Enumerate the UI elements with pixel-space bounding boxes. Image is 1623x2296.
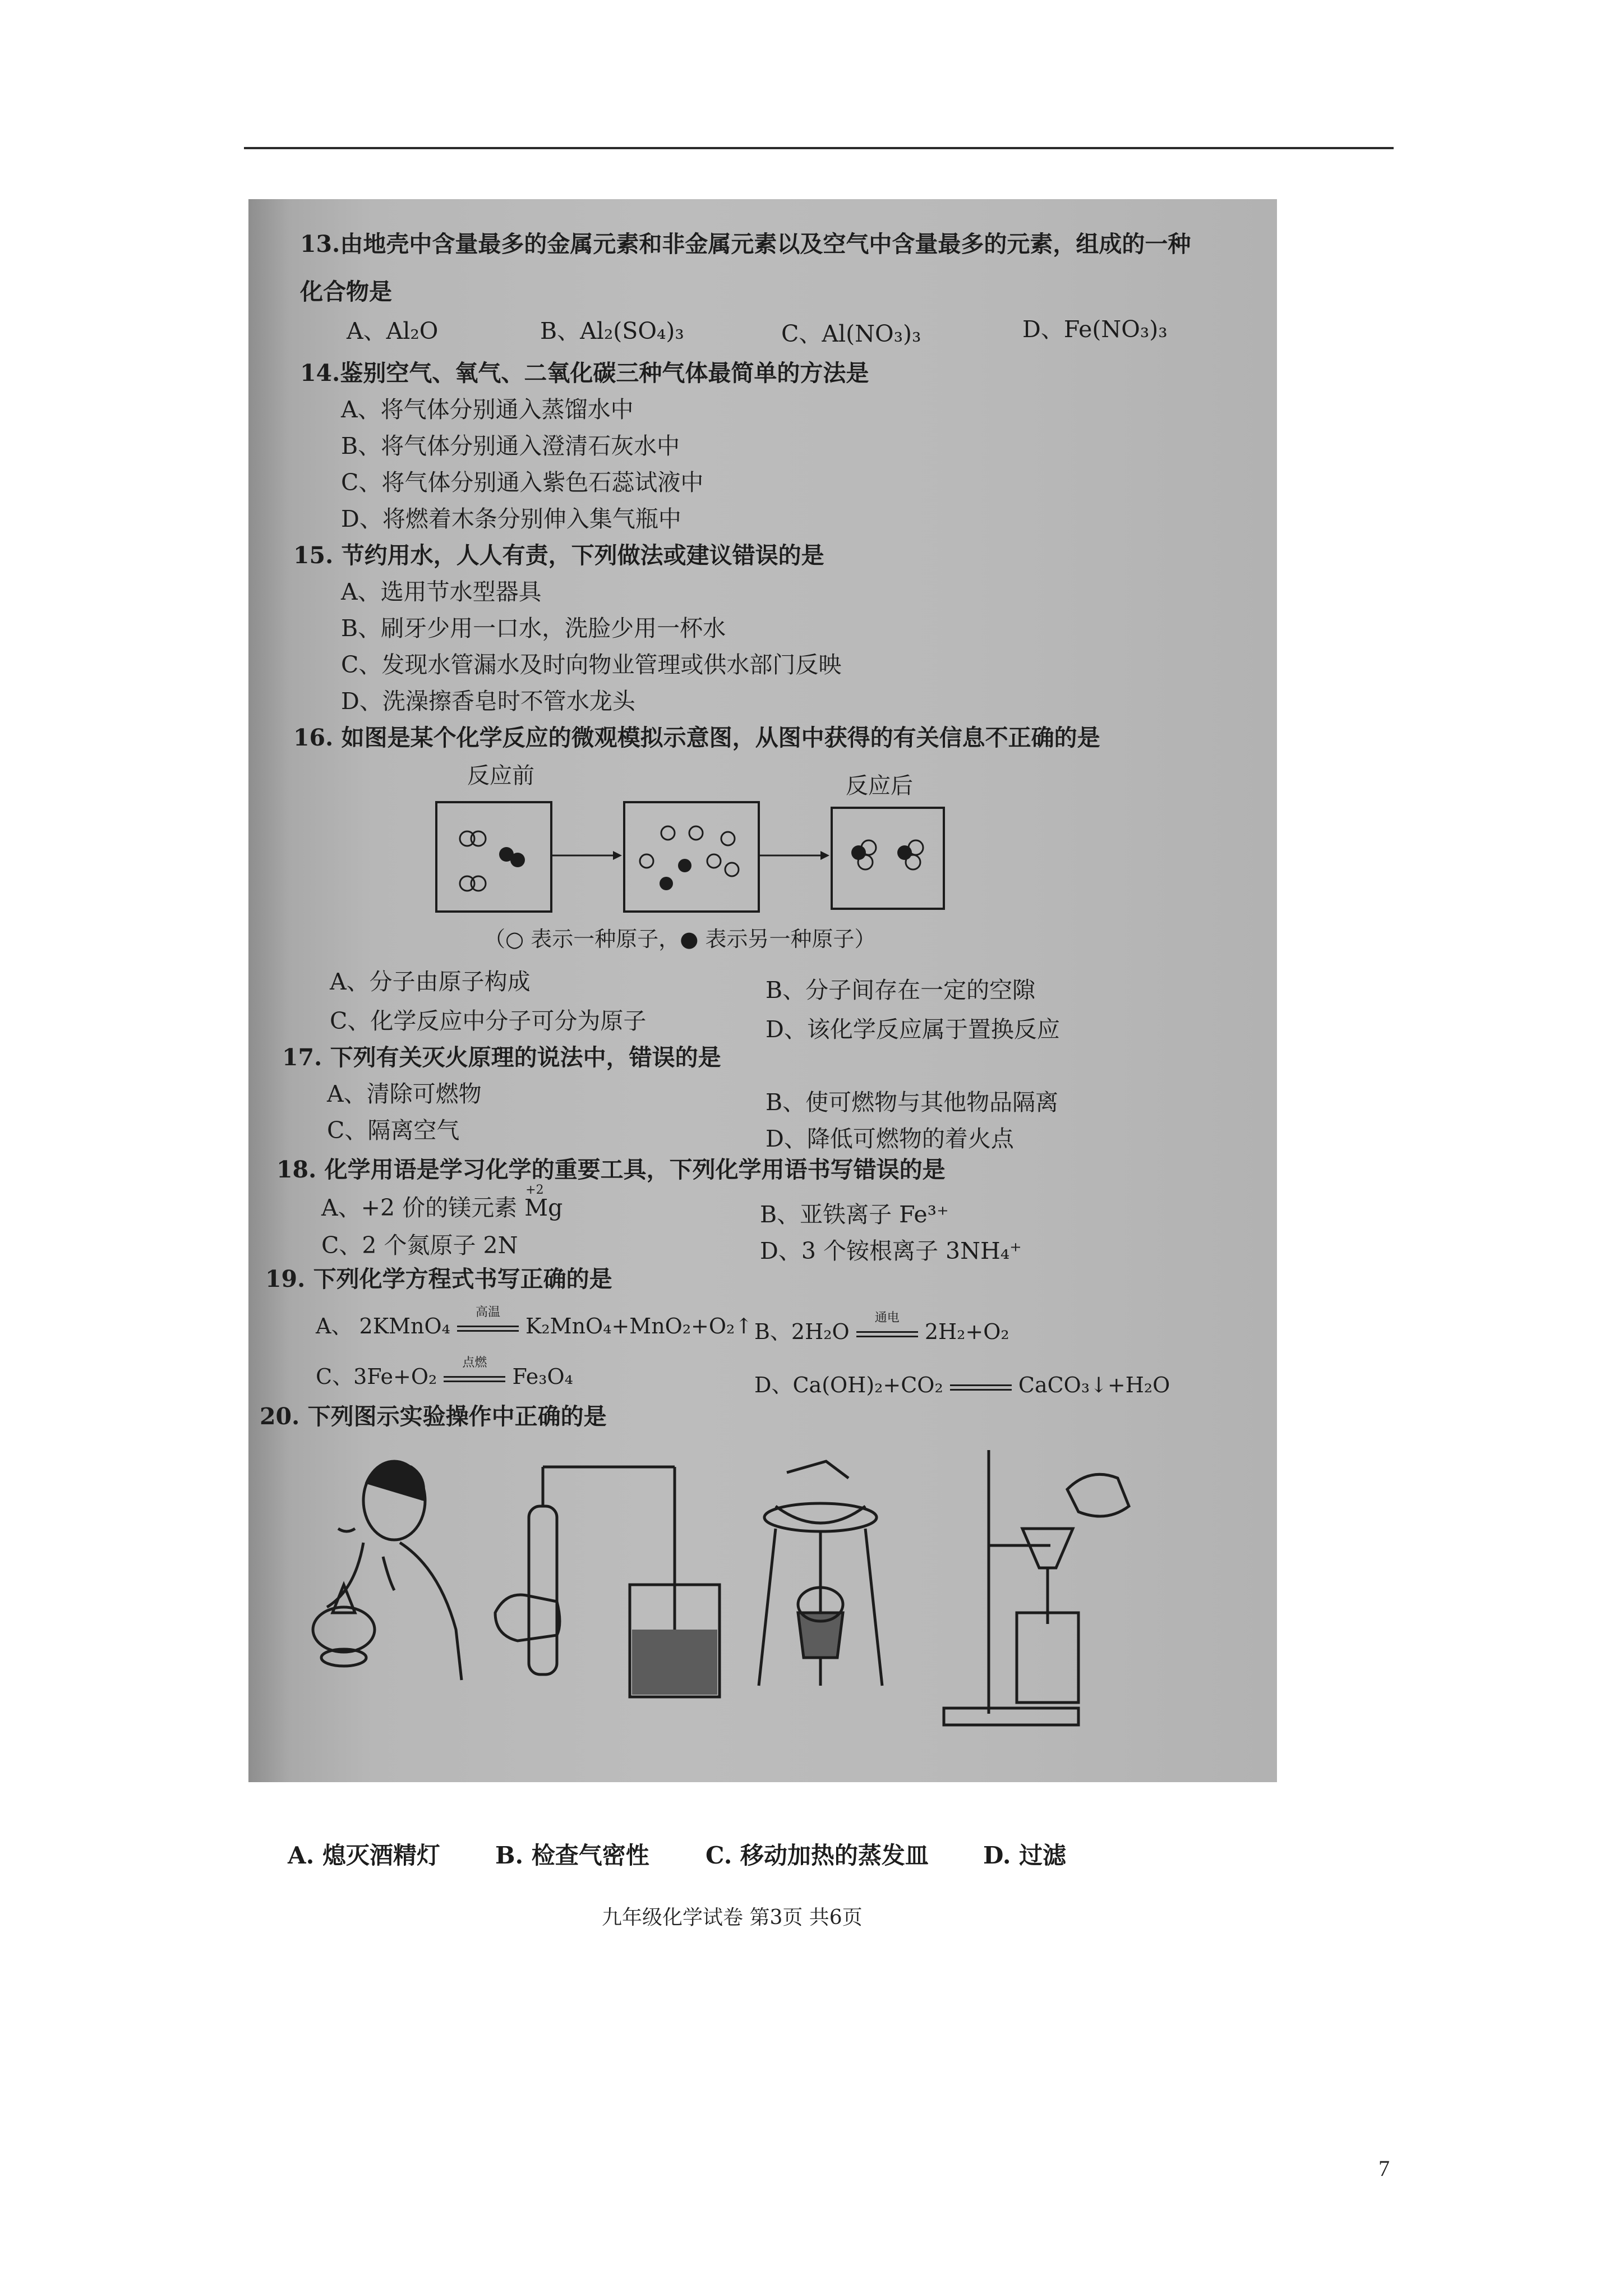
box-middle: [624, 802, 759, 912]
q13-option-d: D、Fe(NO₃)₃: [1022, 316, 1168, 343]
q19-option-d: [754, 1374, 1170, 1396]
q19-a-products: K₂MnO₄+MnO₂+O₂↑: [525, 1314, 753, 1338]
q15-option-b: B、刷牙少用一口水，洗脸少用一杯水: [341, 615, 726, 642]
figure-b-airtightness: [495, 1467, 720, 1697]
q14-stem: 14.鉴别空气、氧气、二氧化碳三种气体最简单的方法是: [300, 360, 869, 386]
exam-footer: 九年级化学试卷 第3页 共6页: [602, 1906, 863, 1929]
magnesium-valence-symbol: [524, 1183, 563, 1221]
q19-d-reactants: D、Ca(OH)₂+CO₂: [754, 1373, 943, 1397]
q19-option-a: [316, 1305, 753, 1338]
q17-option-c: C、隔离空气: [327, 1117, 460, 1144]
q17-stem: 17. 下列有关灭火原理的说法中，错误的是: [282, 1044, 721, 1071]
box-after: [832, 808, 944, 909]
figure-a-blowing-lamp: [313, 1461, 462, 1680]
figure-c-evaporating-dish: [759, 1461, 882, 1686]
scanned-exam-photo: [248, 199, 1277, 1929]
q20-option-a: A. 熄灭酒精灯: [288, 1842, 440, 1869]
q19-b-reactants: B、2H₂O: [754, 1319, 850, 1344]
q16-option-c: C、化学反应中分子可分为原子: [330, 1007, 647, 1034]
q16-option-d: D、该化学反应属于置换反应: [766, 1016, 1060, 1043]
q15-option-a: A、选用节水型器具: [341, 578, 542, 605]
q18-option-b: B、亚铁离子 Fe³⁺: [760, 1201, 949, 1228]
q19-a-condition: 高温: [475, 1305, 500, 1319]
q18-option-c: C、2 个氮原子 2N: [321, 1232, 518, 1259]
q19-c-condition: 点燃: [462, 1355, 487, 1370]
q14-option-a: A、将气体分别通入蒸馏水中: [341, 396, 634, 423]
q19-option-c: [316, 1355, 573, 1389]
valence-mark: +2: [525, 1183, 544, 1197]
q16-option-a: A、分子由原子构成: [330, 968, 531, 995]
q13-stem-line1: 13.由地壳中含量最多的金属元素和非金属元素以及空气中含量最多的元素，组成的一种: [300, 231, 1191, 257]
q16-stem: 16. 如图是某个化学反应的微观模拟示意图，从图中获得的有关信息不正确的是: [293, 724, 1100, 751]
page-number: 7: [1378, 2156, 1390, 2181]
q20-option-b: B. 检查气密性: [495, 1842, 649, 1869]
q14-option-d: D、将燃着木条分别伸入集气瓶中: [341, 505, 681, 532]
magnesium-symbol: Mg: [524, 1194, 563, 1221]
q18-option-a: [321, 1183, 563, 1221]
q13-option-b: B、Al₂(SO₄)₃: [540, 318, 684, 344]
q19-b-equals: [856, 1310, 918, 1342]
q19-d-products: CaCO₃↓+H₂O: [1018, 1373, 1170, 1397]
q19-c-equals: [444, 1355, 505, 1387]
q19-c-reactants: C、3Fe+O₂: [316, 1364, 437, 1389]
box-before: [436, 802, 551, 912]
top-rule: [244, 147, 1394, 149]
q13-stem-line2: 化合物是: [300, 278, 392, 305]
q13-option-a: A、Al₂O: [347, 318, 439, 344]
q18-option-d: D、3 个铵根离子 3NH₄⁺: [760, 1237, 1022, 1264]
q14-option-b: B、将气体分别通入澄清石灰水中: [341, 432, 680, 459]
label-before-reaction: 反应前: [467, 763, 534, 789]
q17-option-a: A、清除可燃物: [327, 1080, 482, 1107]
q19-b-products: 2H₂+O₂: [924, 1319, 1009, 1344]
q19-option-b: [754, 1310, 1009, 1344]
q20-stem: 20. 下列图示实验操作中正确的是: [260, 1403, 607, 1430]
q14-option-c: C、将气体分别通入紫色石蕊试液中: [341, 469, 704, 496]
q15-option-d: D、洗澡擦香皂时不管水龙头: [341, 688, 635, 715]
q19-a-equals: [457, 1305, 519, 1337]
figure-d-filtration: [944, 1450, 1129, 1725]
q20-option-d: D. 过滤: [983, 1842, 1067, 1869]
q20-option-c: C. 移动加热的蒸发皿: [706, 1842, 929, 1869]
lab-operation-figures: [293, 1444, 1202, 1736]
q17-option-d: D、降低可燃物的着火点: [766, 1125, 1014, 1152]
q19-a-reactants: A、 2KMnO₄: [316, 1314, 450, 1338]
q18-stem: 18. 化学用语是学习化学的重要工具，下列化学用语书写错误的是: [276, 1156, 946, 1183]
q19-b-condition: 通电: [874, 1310, 900, 1325]
q13-option-c: C、Al(NO₃)₃: [781, 320, 921, 347]
q15-option-c: C、发现水管漏水及时向物业管理或供水部门反映: [341, 651, 842, 678]
q16-legend: （○ 表示一种原子，● 表示另一种原子）: [484, 927, 876, 951]
q15-stem: 15. 节约用水，人人有责，下列做法或建议错误的是: [293, 542, 824, 569]
q18-option-a-text: A、+2 价的镁元素: [321, 1194, 518, 1221]
q19-d-equals: [950, 1379, 1012, 1396]
label-after-reaction: 反应后: [846, 773, 913, 799]
q19-stem: 19. 下列化学方程式书写正确的是: [265, 1266, 612, 1292]
q19-c-products: Fe₃O₄: [512, 1364, 573, 1389]
q16-option-b: B、分子间存在一定的空隙: [766, 977, 1036, 1004]
q17-option-b: B、使可燃物与其他物品隔离: [766, 1089, 1059, 1116]
